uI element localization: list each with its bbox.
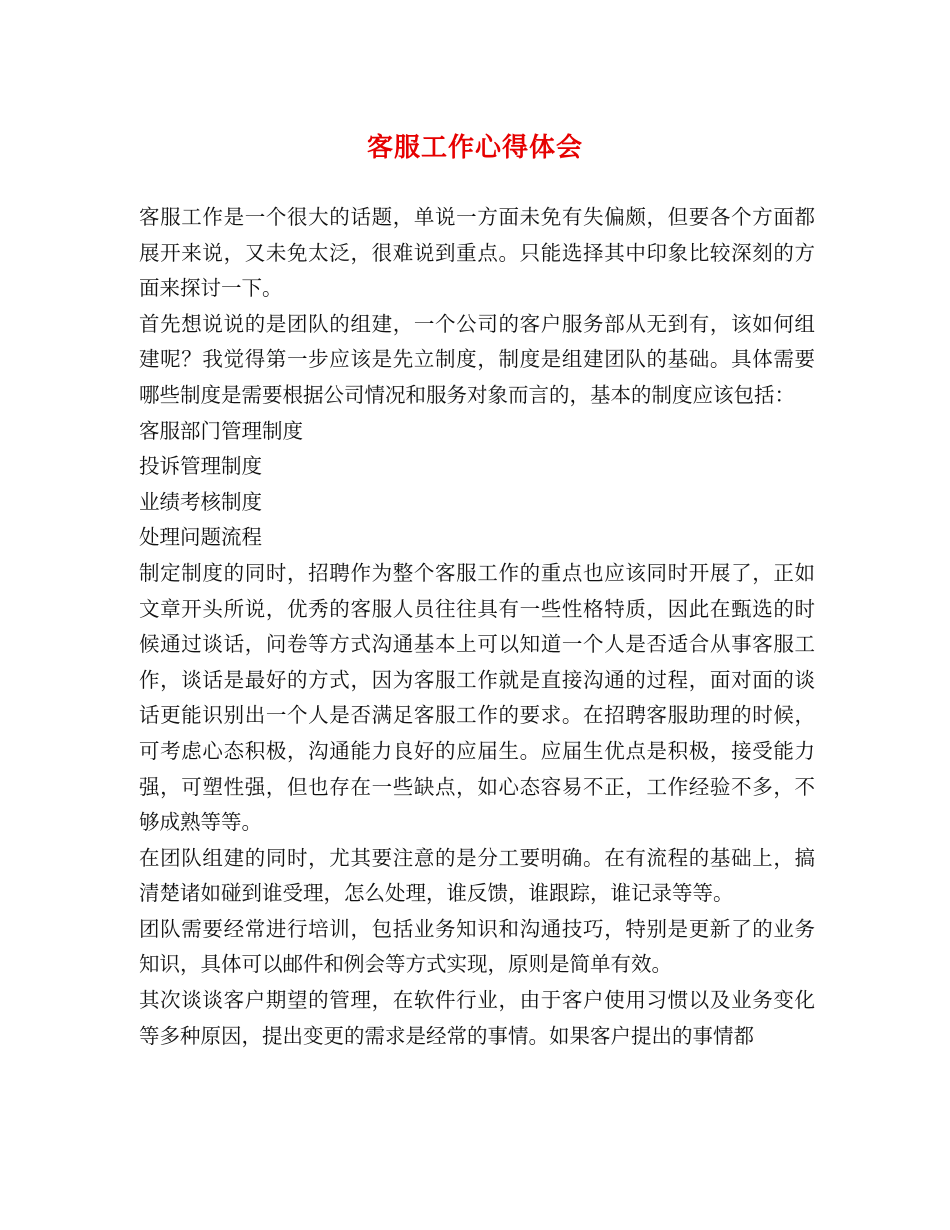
paragraph-division-of-labor: 在团队组建的同时，尤其要注意的是分工要明确。在有流程的基础上，搞清楚诸如碰到谁受理，怎么处理，谁反馈，谁跟踪，谁记录等等。 (139, 845, 815, 906)
list-item: 处理问题流程 (139, 525, 262, 550)
paragraph-team-building: 首先想说说的是团队的组建，一个公司的客户服务部从无到有，该如何组建呢？我觉得第一步应该是先立制度，制度是组建团队的基础。具体需要哪些制度是需要根据公司情况和服务对象而言的，基本的制度应该包括： (139, 311, 815, 407)
list-item: 业绩考核制度 (139, 489, 262, 514)
paragraph-intro: 客服工作是一个很大的话题，单说一方面未免有失偏颇，但要各个方面都展开来说，又未免太泛，很难说到重点。只能选择其中印象比较深刻的方面来探讨一下。 (139, 205, 815, 301)
paragraph-recruitment: 制定制度的同时，招聘作为整个客服工作的重点也应该同时开展了，正如文章开头所说，优秀的客服人员往往具有一些性格特质，因此在甄选的时候通过谈话，问卷等方式沟通基本上可以知道一个人是否适合从事客服工作，谈话是最好的方式，因为客服工作就是直接沟通的过程，面对面的谈话更能识别出一个人是否满足客服工作的要求。在招聘客服助理的时候，可考虑心态积极，沟通能力良好的应届生。应届生优点是积极，接受能力强，可塑性强，但也存在一些缺点，如心态容易不正，工作经验不多，不够成熟等等。 (139, 560, 815, 835)
list-item: 客服部门管理制度 (139, 418, 303, 443)
paragraph-expectation-management: 其次谈谈客户期望的管理，在软件行业，由于客户使用习惯以及业务变化等多种原因，提出变更的需求是经常的事情。如果客户提出的事情都 (139, 988, 815, 1048)
document-body (139, 200, 815, 1054)
document-title: 客服工作心得体会 (366, 133, 583, 163)
paragraph-training: 团队需要经常进行培训，包括业务知识和沟通技巧，特别是更新了的业务知识，具体可以邮件和例会等方式实现，原则是简单有效。 (139, 916, 815, 977)
list-item: 投诉管理制度 (139, 454, 262, 479)
